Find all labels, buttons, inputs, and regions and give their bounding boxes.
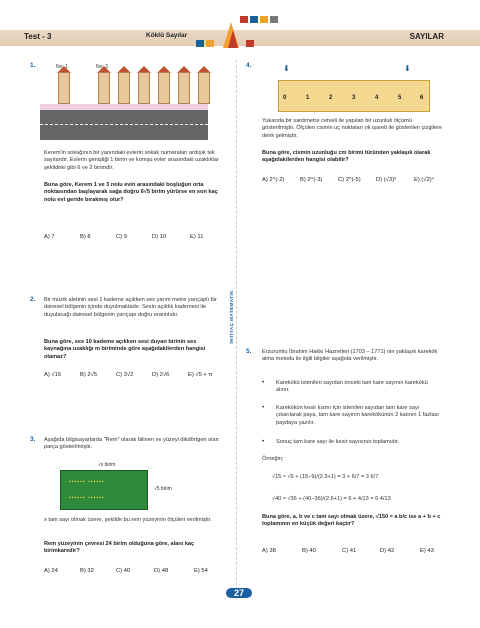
page-header <box>0 0 480 52</box>
bullet-icon: • <box>262 405 265 411</box>
question-text: Yukarıda bir santimetre cetveli ile yapılan bir uzunluk ölçümü gösterilmiştir. Ölçülen cismin uç noktaları ok işareti ile gösterilen çizgilere denk gelmiştir. <box>262 118 442 139</box>
answer-options <box>44 372 224 378</box>
ram-board <box>60 470 148 510</box>
question-number: 3. <box>30 436 36 443</box>
option[interactable]: B) 2^(-3) <box>300 177 323 183</box>
option[interactable]: D) 48 <box>154 568 169 574</box>
question-number: 5. <box>246 348 252 355</box>
logo-triangle-inner <box>228 30 238 48</box>
side-brand: İHTİYAÇ MATEMATİK <box>229 290 234 344</box>
option[interactable]: A) 7 <box>44 234 55 240</box>
question-prompt: Rem yüzeyinin çevresi 24 birim olduğuna göre, alanı kaç birimkaredir? <box>44 541 195 555</box>
deco-square <box>196 40 204 47</box>
ruler-label: 6 <box>420 95 424 101</box>
ruler-label: 4 <box>375 95 379 101</box>
down-arrow-icon: ⬇ <box>404 64 411 73</box>
page-number: 27 <box>226 588 252 598</box>
question-number: 4. <box>246 62 252 69</box>
option[interactable]: D) 10 <box>152 234 167 240</box>
ruler-label: 5 <box>398 95 402 101</box>
deco-square <box>260 16 268 23</box>
option[interactable]: E) √5 + π <box>188 372 213 378</box>
deco-square <box>246 40 254 47</box>
question-text: x tam sayı olmak üzere, şekilde bu rem yüzeyinin ölçüleri verilmiştir. <box>44 517 212 523</box>
dimension-label: √x birim <box>98 462 116 468</box>
test-label: Test - 3 <box>24 32 52 41</box>
ruler-label: 2 <box>329 95 333 101</box>
option[interactable]: A) 24 <box>44 568 58 574</box>
house <box>138 72 150 104</box>
option[interactable]: C) 2^(-5) <box>338 177 361 183</box>
chip-row: ▪▪▪▪▪▪ ▪▪▪▪▪▪ <box>69 495 105 501</box>
topic-label: Köklü Sayılar <box>146 32 188 39</box>
house <box>198 72 210 104</box>
house <box>98 72 110 104</box>
column-divider <box>236 60 237 600</box>
deco-square <box>240 16 248 23</box>
option[interactable]: C) 41 <box>342 548 357 554</box>
option[interactable]: B) 32 <box>80 568 94 574</box>
dimension-label: √5 birim <box>154 486 172 492</box>
road-line <box>40 124 208 125</box>
house <box>118 72 130 104</box>
house-label: No: 3 <box>96 64 108 70</box>
option[interactable]: B) 8 <box>80 234 91 240</box>
house <box>178 72 190 104</box>
deco-square <box>206 40 214 47</box>
question-number: 2. <box>30 296 36 303</box>
option[interactable]: D) (√3)³ <box>376 177 396 183</box>
option[interactable]: B) 40 <box>302 548 316 554</box>
question-prompt: Buna göre, ses 10 kademe açıkken sesi duyan birinin ses kaynağına uzaklığı m biriminde göre aşağıdakilerden hangisi olamaz? <box>44 339 206 360</box>
bullet-icon: • <box>262 380 265 386</box>
option[interactable]: A) √15 <box>44 372 62 378</box>
option[interactable]: E) 11 <box>190 234 204 240</box>
option[interactable]: A) 38 <box>262 548 276 554</box>
bullet-text: Karekökün kesir kısmı için istenilen sayıdan tam kare sayı çıkarılarak paya, tam kare sayının karekökünün 2 katının 1 fazlası paydaya yazılır. <box>276 405 439 426</box>
house <box>158 72 170 104</box>
answer-options <box>262 177 452 183</box>
house <box>58 72 70 104</box>
deco-square <box>270 16 278 23</box>
down-arrow-icon: ⬇ <box>283 64 290 73</box>
question-text: Bir müzik aletinin sesi 1 kademe açıkken ses yarım metre yarıçaplı bir dairesel bölgenin içinde duyulmaktadır. Sesin açıklık kademesi ile duyulacağı dairesel bölgenin yarıçapı doğru orantılıdır. <box>44 297 217 318</box>
bullet-text: Sonuç tam kare sayı ile kesir sayısının toplamıdır. <box>276 439 400 445</box>
option[interactable]: E) 54 <box>194 568 208 574</box>
option[interactable]: B) 2√5 <box>80 372 98 378</box>
option[interactable]: D) 2√6 <box>152 372 170 378</box>
ruler-label: 1 <box>306 95 310 101</box>
option[interactable]: C) 9 <box>116 234 127 240</box>
option[interactable]: C) 3√2 <box>116 372 134 378</box>
example-formula: √40 ≈ √36 + (40−36)/(2.6+1) = 6 + 4/13 = 6 4/13 <box>272 496 391 502</box>
answer-options <box>44 568 228 574</box>
road <box>40 110 208 140</box>
ruler-label: 3 <box>352 95 356 101</box>
deco-square <box>250 16 258 23</box>
ruler <box>278 80 430 112</box>
question-prompt: Buna göre, cismin uzunluğu cm birimi türünden yaklaşık olarak aşağıdakilerden hangisi olabilir? <box>262 150 431 164</box>
question-prompt: Buna göre, Kerem 1 ve 3 nolu evin arasındaki boşluğun orta noktasından başlayarak sağa doğru 6√5 birim yürürse en son kaç nolu evi geride bırakmış olur? <box>44 182 218 203</box>
option[interactable]: E) (√2)⁴ <box>414 177 435 183</box>
house-label: No: 1 <box>56 64 68 70</box>
option[interactable]: A) 2^(-2) <box>262 177 285 183</box>
bullet-icon: • <box>262 439 265 445</box>
question-text: Erzurumlu İbrahim Hakkı Hazretleri (1703 – 1771) nin yaklaşık karekök alma metodu ile ilgili bilgiler aşağıda verilmiştir. <box>262 349 438 363</box>
ruler-label: 0 <box>283 95 287 101</box>
answer-options <box>44 234 224 240</box>
question-prompt: Buna göre, a, b ve c tam sayı olmak üzere, √150 ≈ a b/c ise a + b + c toplamının en küçük değeri kaçtır? <box>262 514 441 528</box>
question-text: Aşağıda bilgisayarlarda "Rem" olarak bilinen ve yüzeyi dikdörtgen olan parça gösterilmiştir. <box>44 437 219 451</box>
question-number: 1. <box>30 62 36 69</box>
bullet-text: Karekökü istenilen sayıdan önceki tam kare sayının karekökü alınır. <box>276 380 428 394</box>
question-text: Kerem'in sokağının bir yanındaki evlerin sokak numaraları ardışık tek sayılardır. Evlerin genişliği 1 birim ve komşu evler arasındaki uzaklıklar şekildeki gibi 6 ve 2 birimdir. <box>44 150 219 171</box>
unit-label: SAYILAR <box>409 32 444 41</box>
option[interactable]: E) 43 <box>420 548 434 554</box>
answer-options <box>262 548 452 554</box>
chip-row: ▪▪▪▪▪▪ ▪▪▪▪▪▪ <box>69 479 105 485</box>
header-bar <box>0 30 480 46</box>
example-label: Örneğin; <box>262 456 284 462</box>
option[interactable]: C) 40 <box>116 568 131 574</box>
example-formula: √15 ≈ √9 + (15−9)/(2.3+1) = 3 + 6/7 = 3 6/7 <box>272 474 379 480</box>
option[interactable]: D) 42 <box>380 548 395 554</box>
